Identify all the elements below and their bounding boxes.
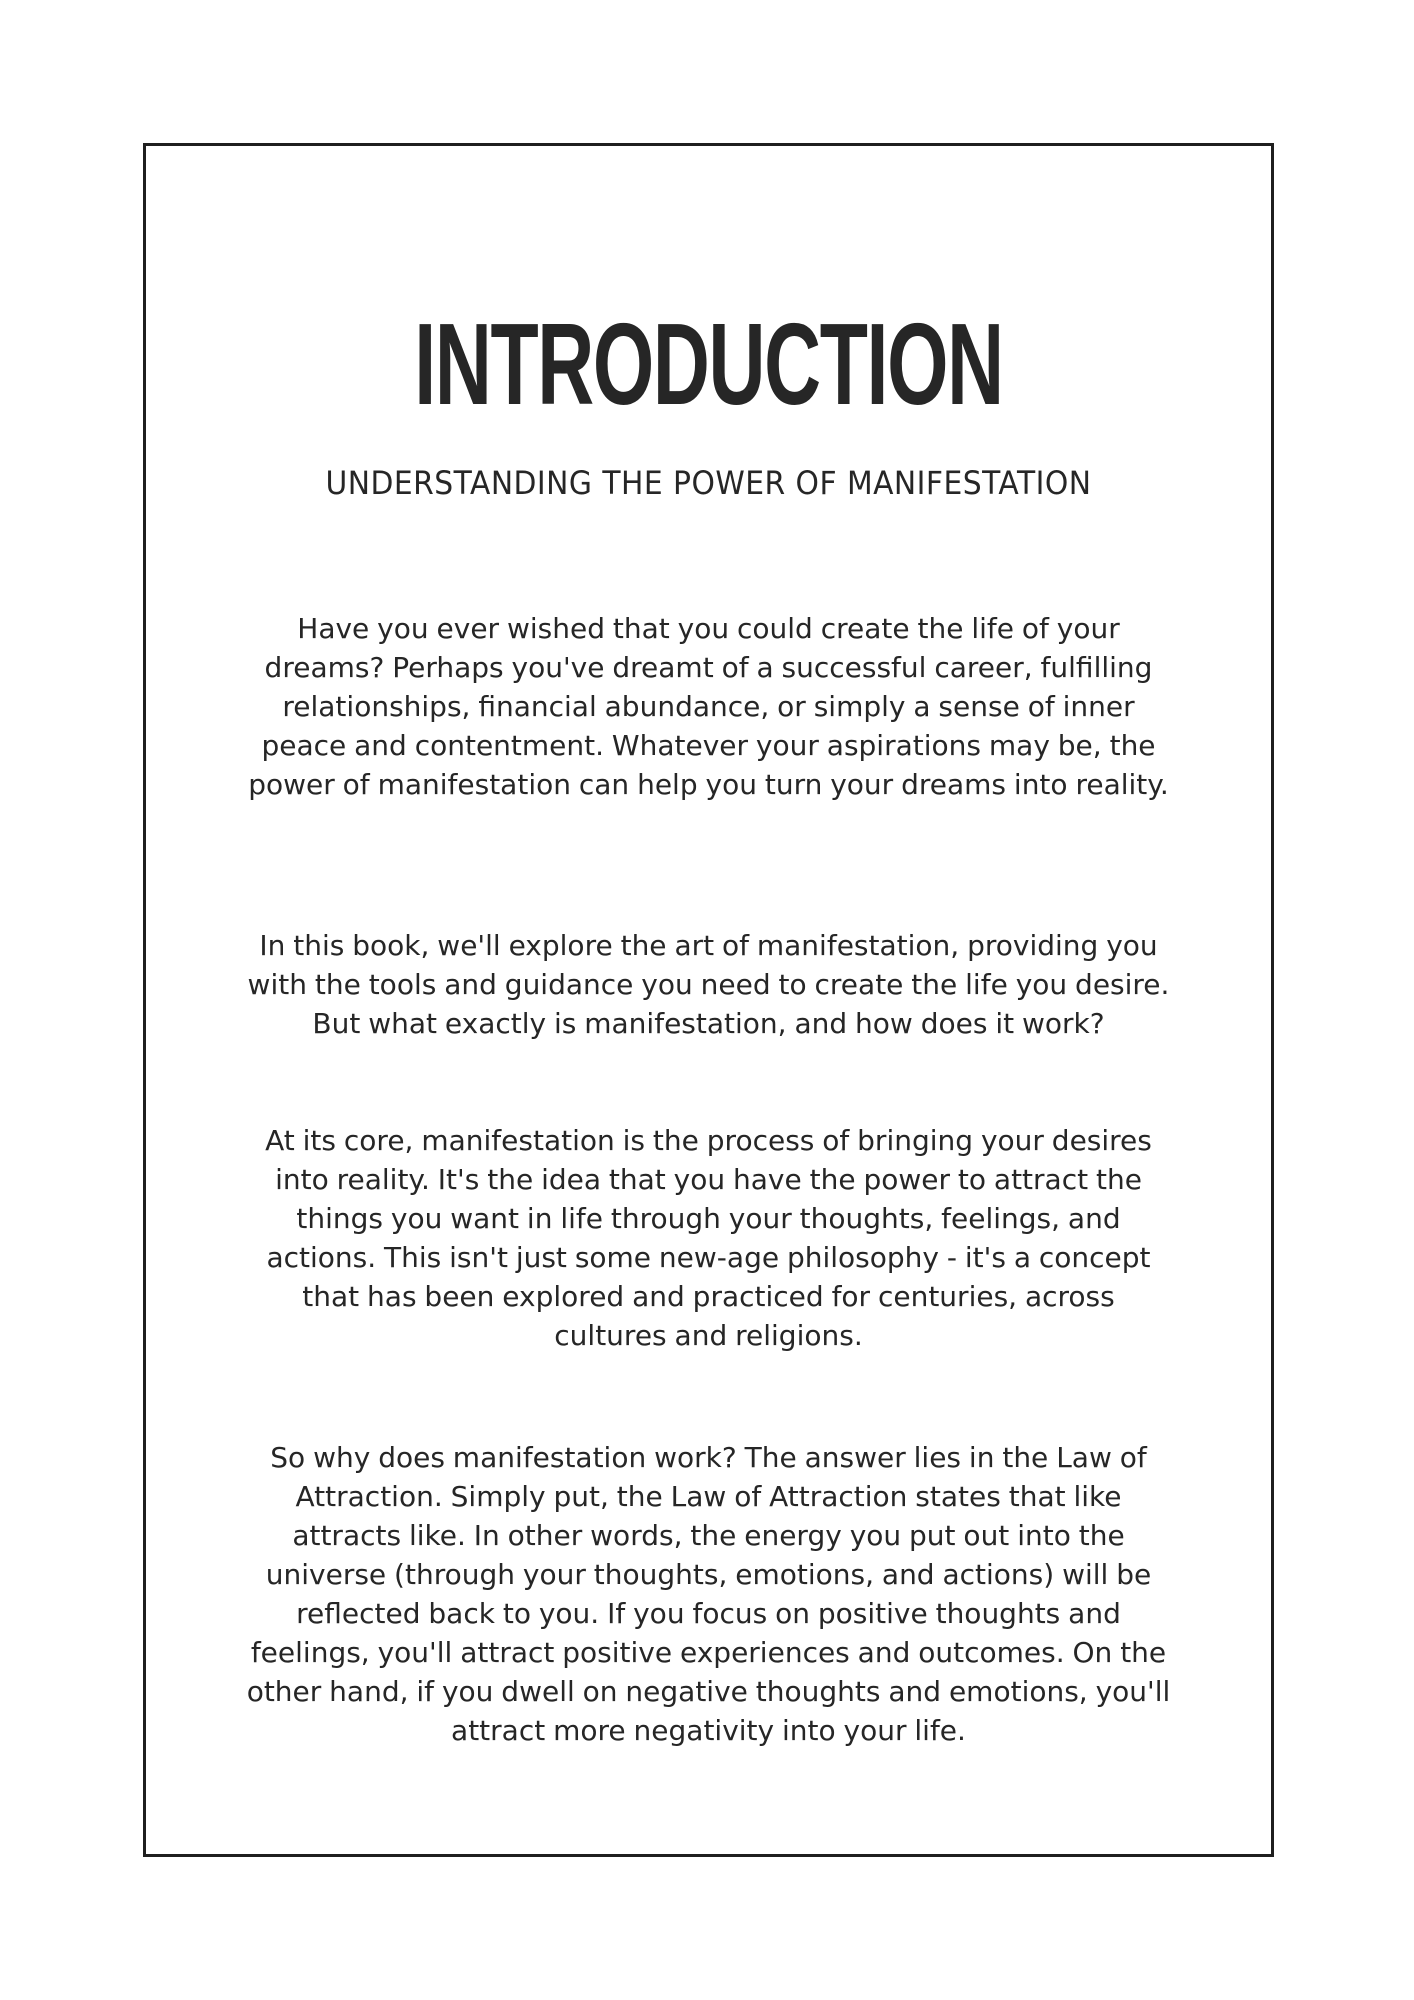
page-subtitle: UNDERSTANDING THE POWER OF MANIFESTATION (325, 464, 1092, 502)
paragraph-book-purpose: In this book, we'll explore the art of manifestation, providing you with the tools and guidance you need to create the life you desire. But what exactly is manifestation, and how does it work? (247, 929, 1170, 1040)
paragraph-law-of-attraction: So why does manifestation work? The answer lies in the Law of Attraction. Simply put, the Law of Attraction states that like attracts like. In other words, the energy you put out into the universe (through your thoughts, emotions, and actions) will be reflected back to you. If you focus on positive thoughts and feelings, you'll attract positive experiences and outcomes. On the other hand, if you dwell on negative thoughts and emotions, you'll attract more negativity into your life. (246, 1441, 1171, 1747)
paragraph-definition: At its core, manifestation is the process of bringing your desires into reality. It's the idea that you have the power to attract the things you want in life through your thoughts, feelings, and actions. This isn't just some new-age philosophy - it's a concept that has been explored and practiced for centuries, across cultures and religions. (265, 1124, 1152, 1352)
page-border-frame (143, 143, 1274, 1857)
page-title: INTRODUCTION (414, 299, 1003, 429)
paragraph-intro: Have you ever wished that you could create the life of your dreams? Perhaps you've dreamt of a successful career, fulfilling relationships, financial abundance, or simply a sense of inner peace and contentment. Whatever your aspirations may be, the power of manifestation can help you turn your dreams into reality. (248, 612, 1169, 801)
